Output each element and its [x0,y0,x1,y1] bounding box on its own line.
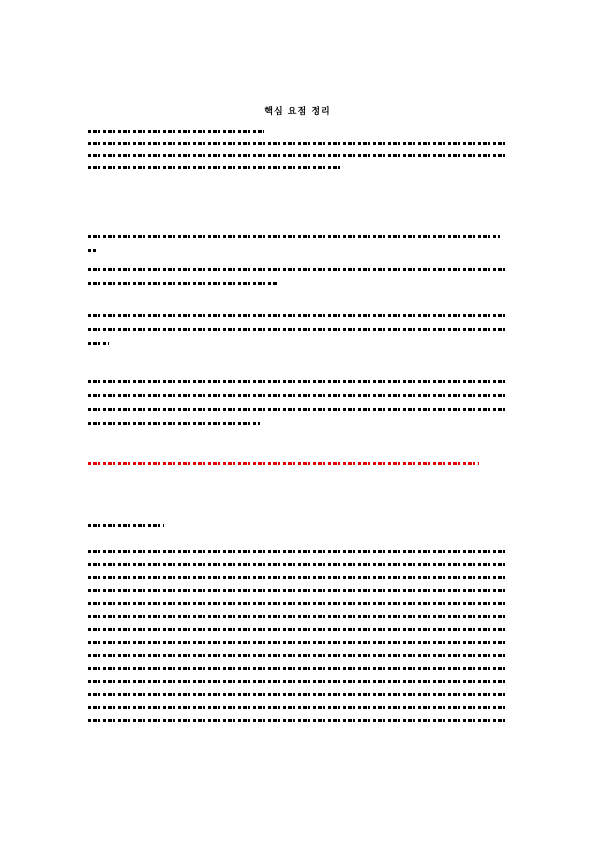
paragraph-5 [88,380,508,436]
highlight-text-line [88,462,479,465]
text-line [88,282,277,285]
text-line [88,563,508,566]
text-line [88,693,508,696]
text-line [88,615,508,618]
paragraph-1 [88,130,508,178]
section-heading [88,524,508,538]
text-line [88,550,508,553]
text-line [88,249,96,252]
document-title: 핵심 요점 정리 [264,107,331,117]
text-line [88,589,508,592]
text-line [88,719,508,722]
text-line [88,628,508,631]
text-line [88,380,508,383]
text-line [88,142,508,145]
text-line [88,680,508,683]
paragraph-2 [88,235,508,263]
paragraph-highlight [88,462,508,476]
text-line [88,667,508,670]
text-line [88,328,508,331]
text-line [88,654,508,657]
text-line [88,130,264,133]
text-line [88,166,340,169]
text-line [88,422,260,425]
text-line [88,154,508,157]
body-paragraph [88,550,508,732]
text-line [88,576,508,579]
text-line [88,314,508,317]
paragraph-3 [88,268,508,296]
text-line [88,268,508,271]
text-line [88,641,508,644]
text-line [88,342,109,345]
text-line [88,394,508,397]
text-line [88,602,508,605]
text-line [88,235,500,238]
text-line [88,408,508,411]
text-line [88,524,164,527]
text-line [88,706,508,709]
paragraph-4 [88,314,508,356]
